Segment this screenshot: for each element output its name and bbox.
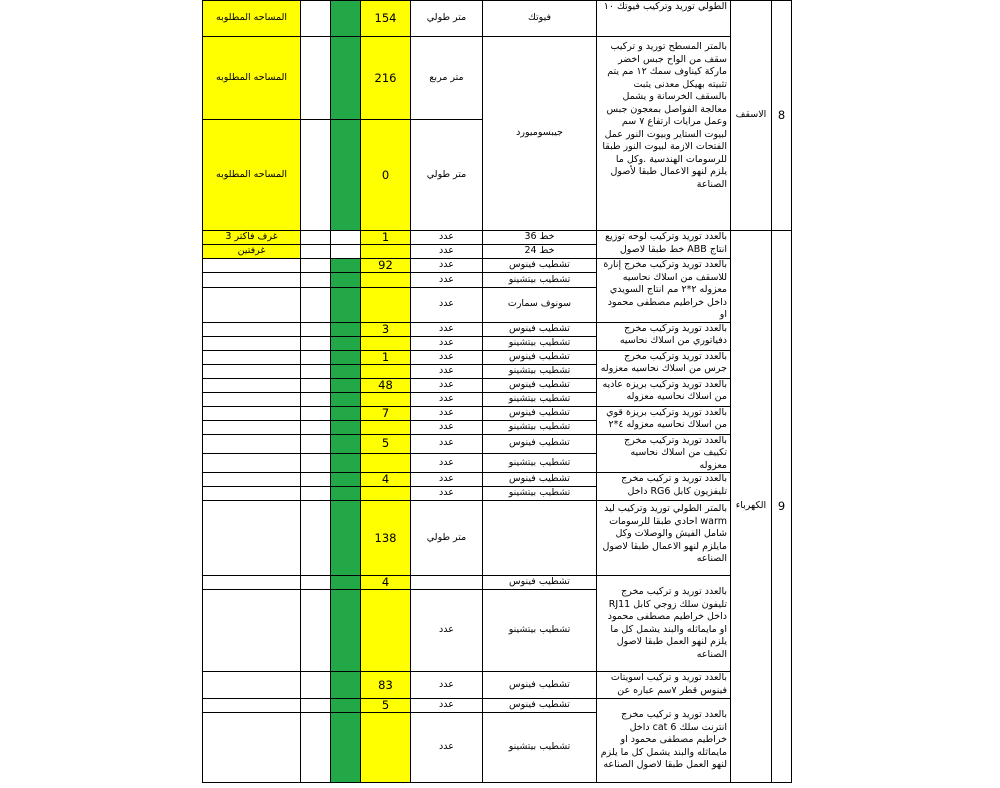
quantity-cell [361,590,411,672]
type-cell: تشطيب بيتشينو [483,590,597,672]
empty-cell [203,322,301,336]
description-cell: بالمتر المسطح توريد و تركيب سقف من الواح جبس اخضر ماركة كيناوف سمك ١٢ مم يتم تثبيته بهيكل معدنى يثبت بالسقف الخرسانة و يشمل معالجة الفواصل بمعجون جبس وعمل مرايات ارتفاع ٧ سم لبيوت الستاير وبيوت النور عمل الفتحات الازمة لبيوت النور طبقا للرسومات الهندسية .وكل ما يلزم لنهو الاعمال طبقا لأصول الصناعة [597,37,731,231]
empty-cell [301,473,331,487]
required-area-cell: المساحه المطلوبه [203,120,301,231]
empty-cell [203,259,301,273]
required-area-cell: المساحه المطلوبه [203,1,301,37]
empty-cell [203,713,301,783]
empty-cell [301,322,331,336]
green-marker [331,576,361,590]
quantity-cell: 0 [361,120,411,231]
quantity-cell: 5 [361,699,411,713]
description-cell: بالمتر الطولي توريد وتركيب ليد warm احادي طبقا للرسومات شامل الفيش والوصلات وكل مايلزم لنهو الاعمال طبقا لاصول الصناعه [597,501,731,576]
description-cell: بالعدد توريد وتركيب لوحه توزيع انتاج ABB خط طبقا لاصول [597,231,731,259]
quantity-cell [361,453,411,472]
unit-cell: عدد [411,378,483,392]
quantity-cell: 7 [361,406,411,420]
description-cell: بالعدد توريد و تركيب اسويتات فينوس قطر ٧سم عباره عن [597,672,731,699]
unit-cell [411,576,483,590]
table-row [203,699,792,713]
table-row [203,434,792,453]
empty-cell [203,501,301,576]
unit-cell: عدد [411,273,483,287]
unit-cell: عدد [411,350,483,364]
type-cell: فيوتك [483,1,597,37]
table-row [203,672,792,699]
description-cell: بالعدد توريد و تركيب مخرج تليفزيون كابل RG6 داخل [597,473,731,501]
type-cell: تشطيب بيتشينو [483,392,597,406]
table-row [203,1,792,37]
unit-cell: عدد [411,699,483,713]
unit-cell: متر طولي [411,1,483,37]
green-marker [331,259,361,273]
unit-cell: عدد [411,672,483,699]
description-cell: بالعدد توريد وتركيب مخرج تكييف من اسلاك نحاسيه معزوله [597,434,731,473]
quantity-cell: 48 [361,378,411,392]
green-marker [331,273,361,287]
green-marker [331,392,361,406]
type-cell: تشطيب بيتشينو [483,453,597,472]
empty-cell [301,406,331,420]
green-marker [331,713,361,783]
empty-cell [203,434,301,453]
empty-cell [203,699,301,713]
empty-cell [203,473,301,487]
empty-cell [203,576,301,590]
empty-cell [301,576,331,590]
empty-cell [301,273,331,287]
unit-cell: عدد [411,392,483,406]
empty-cell [203,336,301,350]
empty-cell [203,378,301,392]
empty-cell [301,487,331,501]
empty-cell [301,420,331,434]
green-marker [331,364,361,378]
quantity-cell [361,487,411,501]
unit-cell: متر طولي [411,501,483,576]
quantity-cell: 83 [361,672,411,699]
green-marker [331,672,361,699]
unit-cell: عدد [411,364,483,378]
type-cell: تشطيب فينوس [483,322,597,336]
empty-cell [301,434,331,453]
green-marker [331,37,361,120]
empty-cell [301,336,331,350]
table-row [203,37,792,120]
required-area-cell: المساحه المطلوبه [203,37,301,120]
table-row [203,231,792,245]
empty-cell [203,590,301,672]
type-cell: خط 36 [483,231,597,245]
empty-cell [301,378,331,392]
green-marker [331,699,361,713]
table-row [203,501,792,576]
empty-cell [301,501,331,576]
type-cell: تشطيب بيتشينو [483,713,597,783]
unit-cell: عدد [411,406,483,420]
table-row [203,350,792,364]
empty-cell [301,1,331,37]
description-cell: بالعدد توريد وتركيب مخرج جرس من اسلاك نحاسيه معزوله [597,350,731,378]
quantity-cell: 5 [361,434,411,453]
quantity-cell [361,364,411,378]
empty-cell [203,287,301,322]
quantity-cell: 4 [361,473,411,487]
empty-cell [203,392,301,406]
section-name: الكهرباء [731,231,772,783]
empty-cell [301,590,331,672]
type-cell: تشطيب فينوس [483,672,597,699]
unit-cell: متر مربع [411,37,483,120]
quantity-cell: 3 [361,322,411,336]
green-marker [331,350,361,364]
section-name: الاسقف [731,1,772,231]
type-cell: سونوف سمارت [483,287,597,322]
unit-cell: عدد [411,434,483,453]
quantity-cell: 154 [361,1,411,37]
type-cell: تشطيب فينوس [483,699,597,713]
type-cell: تشطيب فينوس [483,473,597,487]
unit-cell: عدد [411,245,483,259]
unit-cell: عدد [411,287,483,322]
type-cell [483,501,597,576]
quantity-cell [361,336,411,350]
type-cell: تشطيب فينوس [483,406,597,420]
type-cell: تشطيب بيتشينو [483,420,597,434]
quantity-cell [361,273,411,287]
unit-cell: عدد [411,336,483,350]
table-row [203,473,792,487]
green-marker [331,1,361,37]
table-row [203,406,792,420]
unit-cell: عدد [411,231,483,245]
quantity-cell: 1 [361,350,411,364]
empty-cell [301,364,331,378]
green-marker [331,590,361,672]
green-marker [331,378,361,392]
quantity-cell [361,287,411,322]
quantity-cell [361,420,411,434]
rooms-cell: غرفتين [203,245,301,259]
type-cell: تشطيب فينوس [483,378,597,392]
empty-cell [203,273,301,287]
green-marker [331,287,361,322]
empty-cell [331,245,361,259]
empty-cell [301,37,331,120]
empty-cell [301,245,331,259]
empty-cell [301,259,331,273]
empty-cell [203,672,301,699]
table-row [203,378,792,392]
empty-cell [301,392,331,406]
empty-cell [301,120,331,231]
description-cell: بالعدد توريد و تركيب مخرج تليفون سلك زوجي كابل RJ11 داخل خراطيم مصطفى محمود او مايماثله والبند يشمل كل ما يلزم لنهو العمل طبقا لاصول الصناعه [597,576,731,672]
type-cell: تشطيب بيتشينو [483,487,597,501]
quantity-cell: 4 [361,576,411,590]
empty-cell [301,699,331,713]
empty-cell [301,231,331,245]
quantity-cell [361,245,411,259]
description-cell: بالعدد توريد وتركيب بريزة قوي من اسلاك نحاسيه معزوله ٤*٢ [597,406,731,434]
green-marker [331,453,361,472]
description-cell: بالعدد توريد وتركيب مخرج إنارة للاسقف من اسلاك نحاسيه معزوله ٢*٢ مم انتاج السويدي داخل خراطيم مصطفى محمود او [597,259,731,323]
section-number: 9 [772,231,792,783]
type-cell: تشطيب بيتشينو [483,364,597,378]
type-cell: تشطيب فينوس [483,350,597,364]
empty-cell [203,487,301,501]
unit-cell: عدد [411,259,483,273]
green-marker [331,420,361,434]
green-marker [331,434,361,453]
quantity-cell [361,392,411,406]
quantity-cell [361,713,411,783]
type-cell: تشطيب بيتشينو [483,273,597,287]
green-marker [331,487,361,501]
empty-cell [301,287,331,322]
quantity-cell: 92 [361,259,411,273]
description-cell: بالعدد توريد و تركيب مخرج انترنت سلك cat 6 داخل خراطيم مصطفى محمود او مايماثله والبند يشمل كل ما يلزم لنهو العمل طبقا لاصول الصناعه [597,699,731,783]
table-row [203,576,792,590]
type-cell: جيبسوميورد [483,37,597,231]
boq-table [202,0,792,783]
rooms-cell: غرف فاكتر 3 [203,231,301,245]
type-cell: تشطيب بيتشينو [483,336,597,350]
empty-cell [203,364,301,378]
quantity-cell: 138 [361,501,411,576]
type-cell: خط 24 [483,245,597,259]
empty-cell [203,350,301,364]
green-marker [331,336,361,350]
quantity-cell: 1 [361,231,411,245]
table-row [203,259,792,273]
unit-cell: متر طولي [411,120,483,231]
unit-cell: عدد [411,487,483,501]
green-marker [331,406,361,420]
description-cell: بالعدد توريد وتركيب بريزه عاديه من اسلاك نحاسيه معزوله [597,378,731,406]
unit-cell: عدد [411,453,483,472]
description-cell: بالعدد توريد وتركيب مخرج دفياتوري من اسلاك نحاسيه [597,322,731,350]
unit-cell: عدد [411,590,483,672]
empty-cell [203,453,301,472]
empty-cell [301,672,331,699]
quantity-cell: 216 [361,37,411,120]
unit-cell: عدد [411,322,483,336]
table-row [203,322,792,336]
type-cell: تشطيب فينوس [483,576,597,590]
type-cell: تشطيب فينوس [483,259,597,273]
section-number: 8 [772,1,792,231]
green-marker [331,120,361,231]
boq-sheet [202,0,792,783]
empty-cell [203,420,301,434]
description-cell: الطولي توريد وتركيب فيوتك ١٠ [597,1,731,37]
green-marker [331,473,361,487]
unit-cell: عدد [411,420,483,434]
unit-cell: عدد [411,713,483,783]
empty-cell [203,406,301,420]
empty-cell [301,713,331,783]
type-cell: تشطيب فينوس [483,434,597,453]
empty-cell [301,350,331,364]
unit-cell: عدد [411,473,483,487]
green-marker [331,501,361,576]
empty-cell [331,231,361,245]
green-marker [331,322,361,336]
empty-cell [301,453,331,472]
